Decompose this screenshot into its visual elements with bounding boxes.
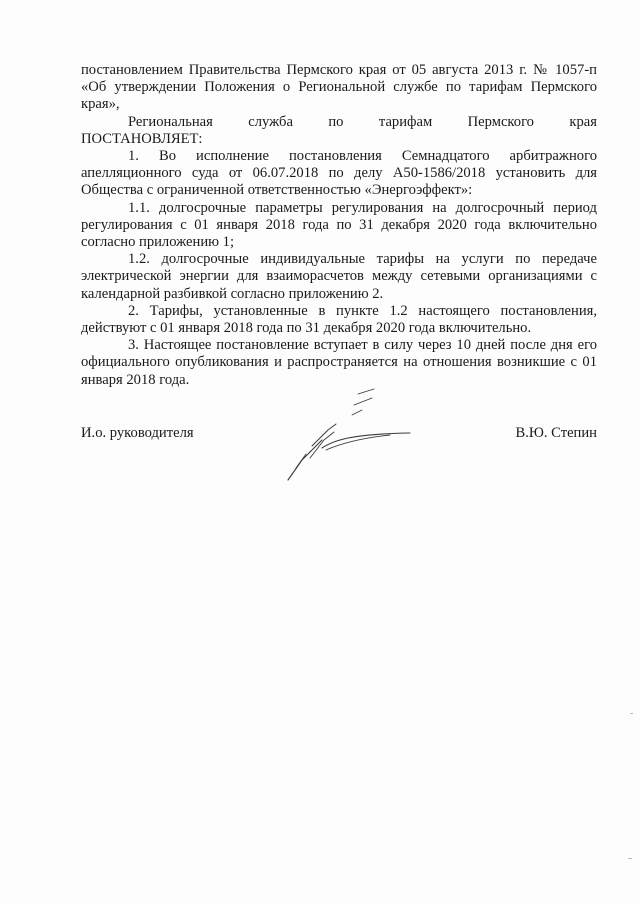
paragraph-decree-word: ПОСТАНОВЛЯЕТ: xyxy=(81,130,203,147)
scan-edge-mark xyxy=(628,858,632,859)
signer-name: В.Ю. Степин xyxy=(515,425,597,441)
handwritten-signature xyxy=(282,388,422,493)
paragraph-item-1: 1. Во исполнение постановления Семнадцатого арбитражного апелляционного суда от 06.07.2018 по делу А50-1586/2018 установить для Общества с ограниченной ответственностью «Энергоэффект»: xyxy=(81,148,597,199)
paragraph-item-2: 2. Тарифы, установленные в пункте 1.2 настоящего постановления, действуют с 01 января 2018 года по 31 декабря 2020 года включительно. xyxy=(81,302,597,337)
paragraph-item-1-2: 1.2. долгосрочные индивидуальные тарифы на услуги по передаче электрической энергии для взаиморасчетов между сетевыми организациями с календарной разбивкой согласно приложению 2. xyxy=(81,251,597,302)
paragraph-issuer: Региональная служба по тарифам Пермского края xyxy=(128,113,597,130)
scan-edge-mark xyxy=(630,713,633,714)
paragraph-item-3: 3. Настоящее постановление вступает в силу через 10 дней после дня его официального опубликования и распространяется на отношения возникшие с 01 января 2018 года. xyxy=(81,337,597,388)
document-body xyxy=(81,62,597,389)
paragraph-item-1-1: 1.1. долгосрочные параметры регулирования на долгосрочный период регулирования с 01 января 2018 года по 31 декабря 2020 года включительно согласно приложению 1; xyxy=(81,199,597,251)
paragraph-preamble: постановлением Правительства Пермского края от 05 августа 2013 г. № 1057-п «Об утверждении Положения о Региональной службе по тарифам Пермского края», xyxy=(81,62,597,113)
signer-title: И.о. руководителя xyxy=(81,425,194,441)
